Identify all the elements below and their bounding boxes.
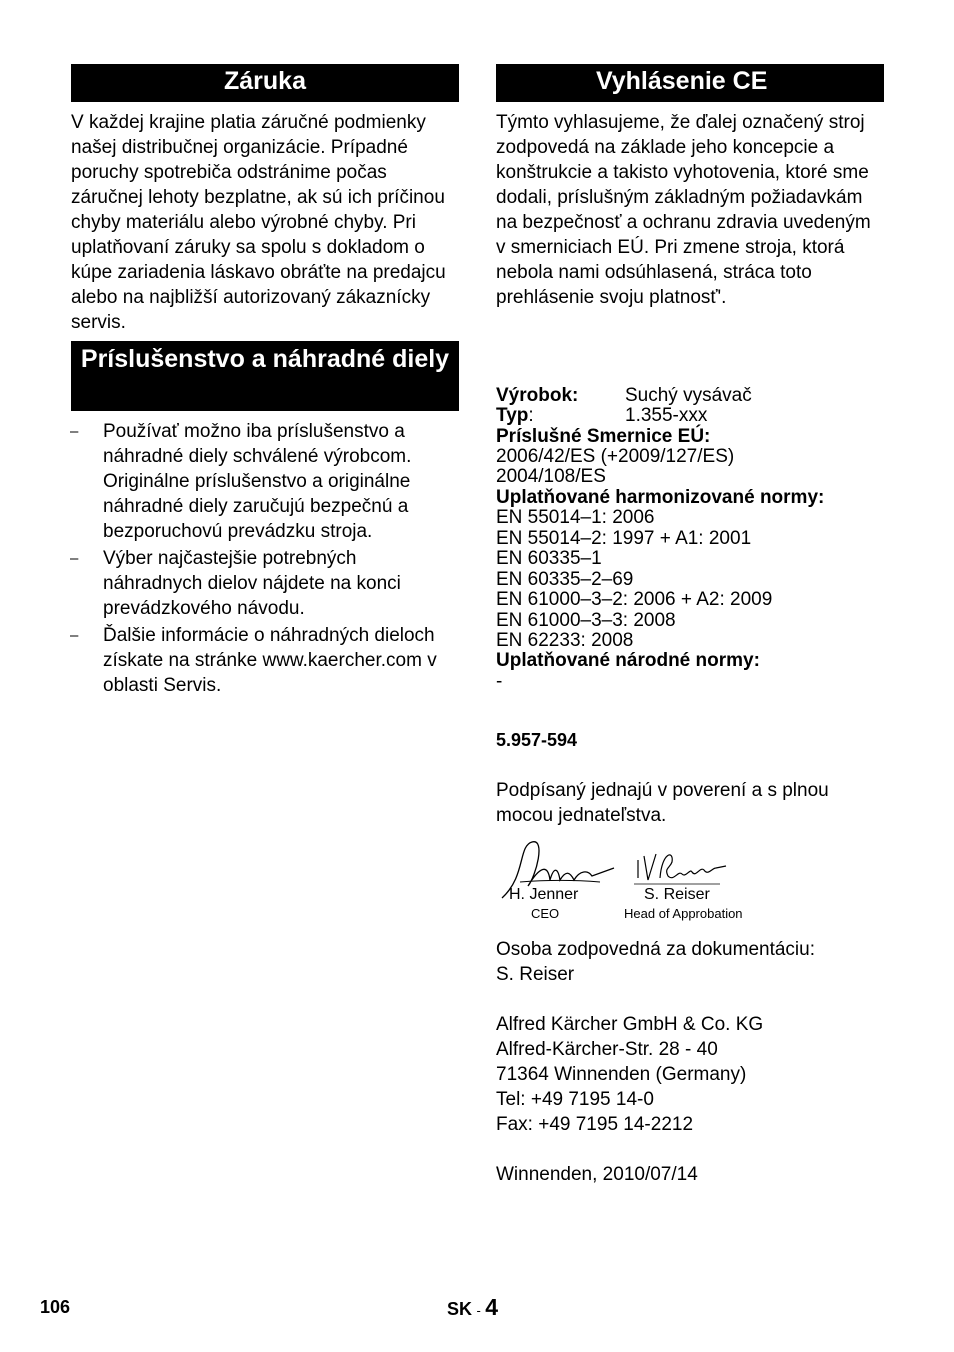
doc-responsible-name: S. Reiser xyxy=(496,964,575,985)
product-value: Suchý vysávač xyxy=(625,385,752,406)
harmonized-item: EN 60335–1 xyxy=(496,548,602,569)
doc-number: 5.957-594 xyxy=(496,730,578,750)
ce-paragraph: Týmto vyhlasujeme, že ďalej označený stroj zodpovedá na základe jeho koncepcie a konštrukcie a takisto vyhotovenia, ktoré sme dodali, príslušným základným požiadavkám na bezpečnosť a ochranu zdravia uvedeným v smerniciach EÚ. Pri zmene stroja, ktorá nebola nami odsúhlasená, stráca toto prehlásenie svoju platnosť'. xyxy=(496,112,871,308)
list-item: Ďalšie informácie o náhradných dieloch získate na stránke www.kaercher.com v oblasti Servis. xyxy=(103,625,437,696)
list-dash: – xyxy=(70,550,79,567)
warranty-heading: Záruka xyxy=(71,64,459,102)
sub-page-number: 4 xyxy=(485,1294,499,1320)
address-line: Alfred Kärcher GmbH & Co. KG xyxy=(496,1014,764,1035)
national-value: - xyxy=(496,671,503,692)
address-line: 71364 Winnenden (Germany) xyxy=(496,1064,747,1085)
type-row xyxy=(496,405,534,426)
separator: - xyxy=(476,1303,481,1318)
lang-code: SK xyxy=(447,1299,473,1319)
harmonized-item: EN 55014–2: 1997 + A1: 2001 xyxy=(496,528,752,549)
national-label: Uplatňované národné normy: xyxy=(496,650,760,671)
harmonized-label: Uplatňované harmonizované normy: xyxy=(496,487,825,508)
type-colon: : xyxy=(528,405,534,426)
directive-item: 2004/108/ES xyxy=(496,466,606,487)
section-page-label xyxy=(447,1294,498,1321)
product-label: Výrobok: xyxy=(496,385,579,406)
harmonized-item: EN 60335–2–69 xyxy=(496,569,634,590)
signature-reiser xyxy=(634,846,734,891)
address-line: Fax: +49 7195 14-2212 xyxy=(496,1114,694,1135)
list-dash: – xyxy=(70,627,79,644)
list-item: Používať možno iba príslušenstvo a náhradné diely schválené výrobcom. Originálne príslušenstvo a originálne náhradné diely zaručujú bezpečnú a bezporuchovú prevádzku stroja. xyxy=(103,421,412,542)
place-date: Winnenden, 2010/07/14 xyxy=(496,1164,698,1185)
directives-label: Príslušné Smernice EÚ: xyxy=(496,426,711,447)
signed-text: Podpísaný jednajú v poverení a s plnou mocou jednateľstva. xyxy=(496,780,829,826)
doc-responsible-label: Osoba zodpovedná za dokumentáciu: xyxy=(496,939,815,960)
type-label: Typ xyxy=(496,405,529,426)
page-number: 106 xyxy=(40,1297,71,1317)
harmonized-item: EN 55014–1: 2006 xyxy=(496,507,655,528)
harmonized-item: EN 61000–3–2: 2006 + A2: 2009 xyxy=(496,589,773,610)
directive-item: 2006/42/ES (+2009/127/ES) xyxy=(496,446,735,467)
signatory-name: S. Reiser xyxy=(644,886,710,903)
harmonized-item: EN 62233: 2008 xyxy=(496,630,634,651)
address-line: Tel: +49 7195 14-0 xyxy=(496,1089,654,1110)
list-dash: – xyxy=(70,423,79,440)
harmonized-item: EN 61000–3–3: 2008 xyxy=(496,610,676,631)
ce-heading: Vyhlásenie CE xyxy=(496,64,884,102)
type-value: 1.355-xxx xyxy=(625,405,708,426)
accessories-heading: Príslušenstvo a náhradné diely xyxy=(71,341,459,411)
address-line: Alfred-Kärcher-Str. 28 - 40 xyxy=(496,1039,718,1060)
signatory-name: H. Jenner xyxy=(509,886,579,903)
list-item: Výber najčastejšie potrebných náhradnych dielov nájdete na konci prevádzkového návodu. xyxy=(103,548,401,619)
signatory-role: Head of Approbation xyxy=(624,906,743,921)
warranty-paragraph: V každej krajine platia záručné podmienky našej distribučnej organizácie. Prípadné poruchy spotrebiča odstránime počas záručnej lehoty bezplatne, ak sú ich príčinou chyby materiálu alebo výrobné chyby. Pri uplatňovaní záruky sa spolu s dokladom o kúpe zariadenia láskavo obráťte na predajcu alebo na najbližší autorizovaný zákaznícky servis. xyxy=(71,112,446,333)
signatory-role: CEO xyxy=(531,906,560,921)
